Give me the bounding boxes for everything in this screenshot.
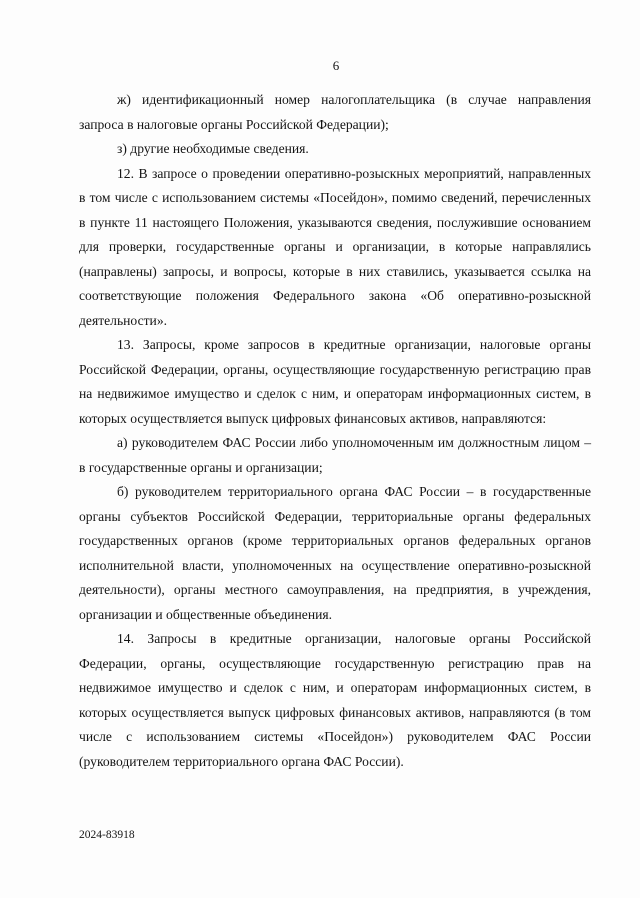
paragraph-zh: ж) идентификационный номер налогоплательщика (в случае направления запроса в налоговые органы Российской Федерации); [79, 92, 591, 132]
paragraph-13: 13. Запросы, кроме запросов в кредитные организации, налоговые органы Российской Федерации, органы, осуществляющие государственную регистрацию прав на недвижимое имущество и сделок с ним, и операторам информационных систем, в которых осуществляется выпуск цифровых финансовых активов, направляются: [79, 337, 591, 426]
paragraph-12: 12. В запросе о проведении оперативно-розыскных мероприятий, направленных в том числе с использованием системы «Посейдон», помимо сведений, перечисленных в пункте 11 настоящего Положения, указываются сведения, послужившие основанием для проверки, государственные органы и организации, в которые направлялись (направлены) запросы, и вопросы, которые в них ставились, указывается ссылка на соответствующие положения Федерального закона «Об оперативно-розыскной деятельности». [79, 165, 591, 328]
paragraph-13-a: а) руководителем ФАС России либо уполномоченным им должностным лицом – в государственные органы и организации; [79, 435, 591, 475]
paragraph-z: з) другие необходимые сведения. [117, 141, 309, 156]
document-registration-code: 2024-83918 [79, 829, 135, 841]
document-body [79, 88, 591, 774]
paragraph-13-b: б) руководителем территориального органа ФАС России – в государственные органы субъектов Российской Федерации, территориальные органы федеральных государственных органов (кроме территориальных органов федеральных органов исполнительной власти, уполномоченных на осуществление оперативно-розыскной деятельности), органы местного самоуправления, на предприятия, в учреждения, организации и общественные объединения. [79, 484, 591, 622]
page-number: 6 [332, 58, 340, 73]
paragraph-14: 14. Запросы в кредитные организации, налоговые органы Российской Федерации, органы, осуществляющие государственную регистрацию прав на недвижимое имущество и сделок с ним, и операторам информационных систем, в которых осуществляется выпуск цифровых финансовых активов, направляются (в том числе с использованием системы «Посейдон») руководителем ФАС России (руководителем территориального органа ФАС России). [79, 631, 591, 769]
